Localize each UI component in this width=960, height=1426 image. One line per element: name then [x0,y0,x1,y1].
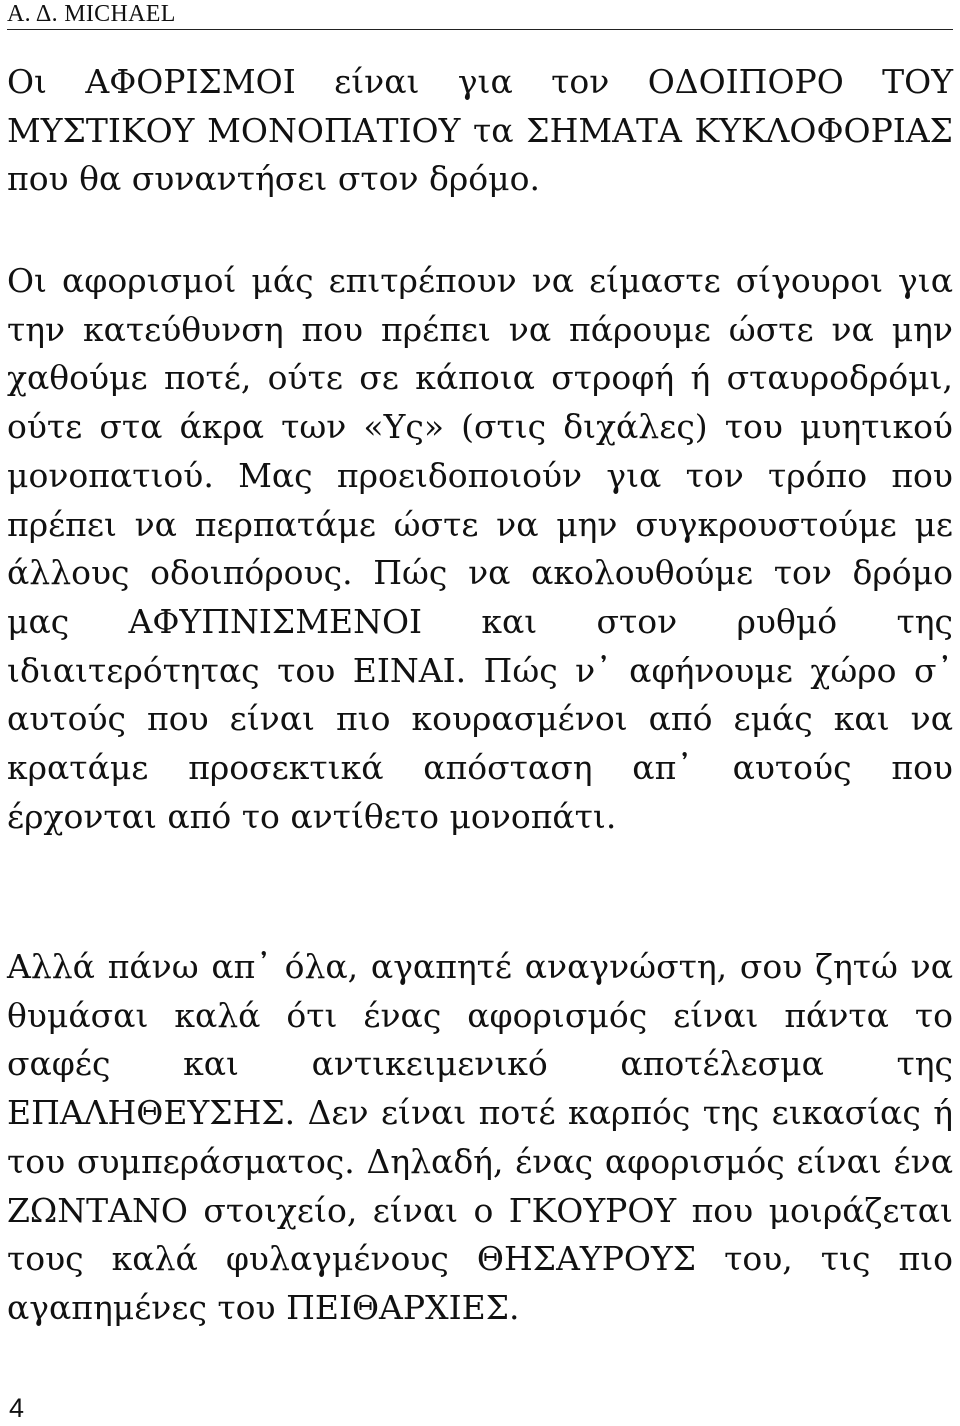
paragraph-conclusion: Αλλά πάνω απ᾽ όλα, αγαπητέ αναγνώστη, σου ζητώ να θυμάσαι καλά ότι ένας αφορισμός είναι πάντα το σαφές και αντικειμενικό αποτέλεσμα της ΕΠΑΛΗΘΕΥΣΗΣ. Δεν είναι ποτέ καρπός της εικασίας ή του συμπεράσματος. Δηλαδή, ένας αφορισμός είναι ένα ΖΩΝΤΑΝΟ στοιχείο, είναι ο ΓΚΟΥΡΟΥ που μοιράζεται τους καλά φυλαγμένους ΘΗΣΑΥΡΟΥΣ του, τις πιο αγαπημένες του ΠΕΙΘΑΡΧΙΕΣ. [7,947,953,1327]
header-author: Α. Δ. MICHAEL [7,1,176,27]
paragraph-body: Οι αφορισμοί μάς επιτρέπουν να είμαστε σίγουροι για την κατεύθυνση που πρέπει να πάρουμε ώστε να μην χαθούμε ποτέ, ούτε σε κάποια στροφή ή σταυροδρόμι, ούτε στα άκρα των «Υς» (στις διχάλες) του μυητικού μονοπατιού. Μας προειδοποιούν για τον τρόπο που πρέπει να περπατάμε ώστε να μην συγκρουστούμε με άλλους οδοιπόρους. Πώς να ακολουθούμε τον δρόμο μας ΑΦΥΠΝΙΣΜΕΝΟΙ και στον ρυθμό της ιδιαιτερότητας του ΕΙΝΑΙ. Πώς ν᾽ αφήνουμε χώρο σ᾽ αυτούς που είναι πιο κουρασμένοι από εμάς και να κρατάμε προσεκτικά απόσταση απ᾽ αυτούς που έρχονται από το αντίθετο μονοπάτι. [7,261,953,836]
paragraph-intro: Οι ΑΦΟΡΙΣΜΟΙ είναι για τον ΟΔΟΙΠΟΡΟ ΤΟΥ ΜΥΣΤΙΚΟΥ ΜΟΝΟΠΑΤΙΟΥ τα ΣΗΜΑΤΑ ΚΥΚΛΟΦΟΡΙΑΣ που θα συναντήσει στον δρόμο. [7,62,953,199]
running-header [7,0,953,30]
page-number: 4 [9,1393,25,1423]
